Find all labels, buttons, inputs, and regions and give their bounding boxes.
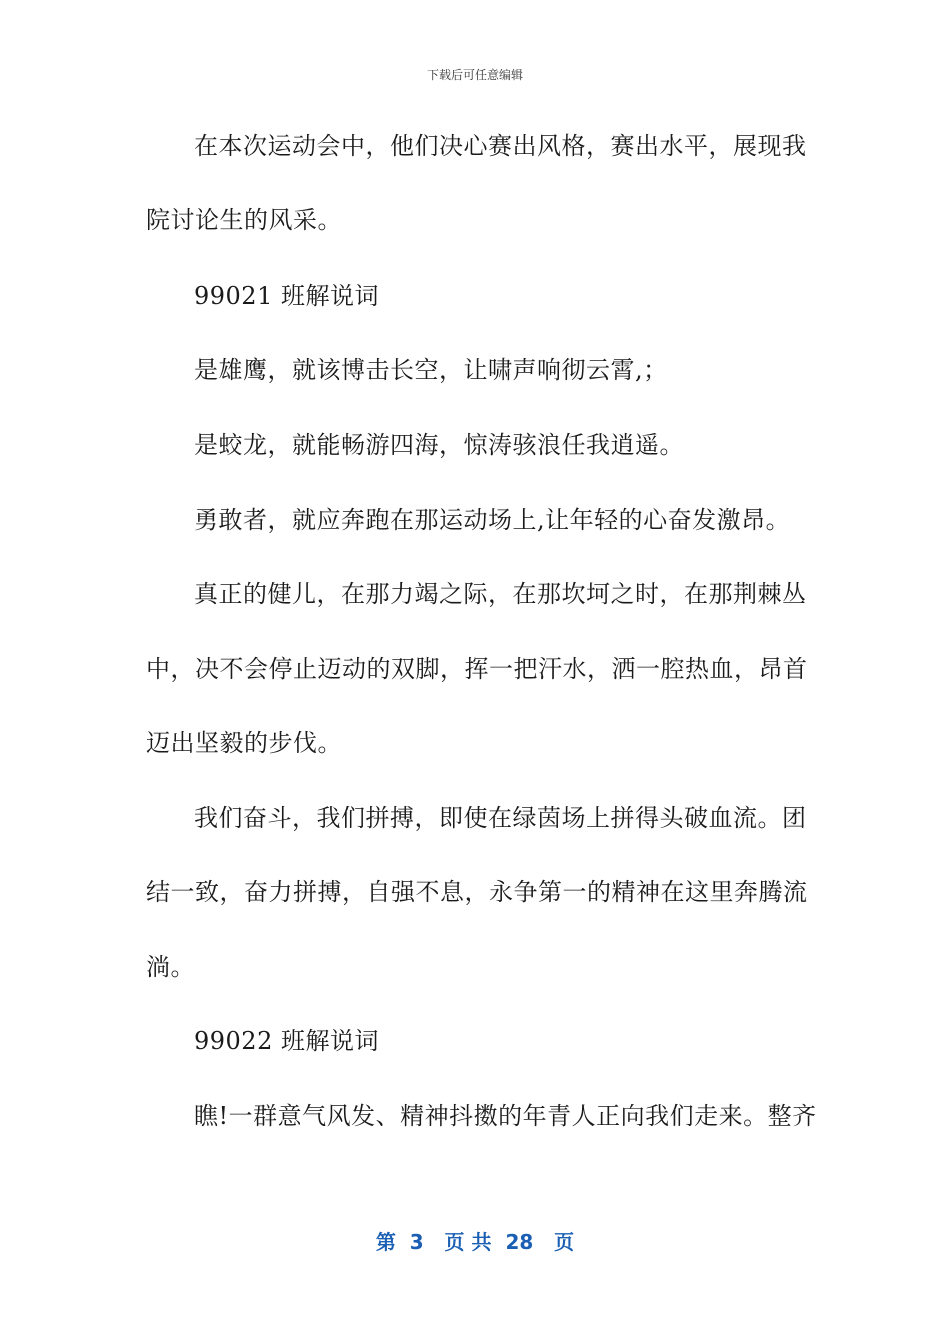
body-line: 勇敢者，就应奔跑在那运动场上,让年轻的心奋发激昂。 [194,506,791,534]
body-line: 在本次运动会中，他们决心赛出风格，赛出水平，展现我 [194,132,807,160]
body-line: 是雄鹰，就该博击长空，让啸声响彻云霄,； [194,356,668,384]
body-line: 是蛟龙，就能畅游四海，惊涛骇浪任我逍遥。 [194,431,684,459]
body-line: 瞧!一群意气风发、精神抖擞的年青人正向我们走来。整齐 [194,1102,817,1130]
header-note: 下载后可任意编辑 [426,68,523,82]
body-line: 淌。 [146,953,195,981]
body-line: 院讨论生的风采。 [146,206,342,234]
body-line: 结一致，奋力拼搏，自强不息，永争第一的精神在这里奔腾流 [146,878,808,906]
body-line: 我们奋斗，我们拼搏，即使在绿茵场上拼得头破血流。团 [194,804,807,832]
section-heading: 99022 班解说词 [194,1027,379,1055]
section-heading: 99021 班解说词 [194,282,379,310]
page-number-footer: 第 3 页 共 28 页 [375,1230,575,1254]
body-line: 中，决不会停止迈动的双脚，挥一把汗水，洒一腔热血，昂首 [146,655,808,683]
body-line: 真正的健儿，在那力竭之际，在那坎坷之时，在那荆棘丛 [194,580,807,608]
body-line: 迈出坚毅的步伐。 [146,729,342,757]
